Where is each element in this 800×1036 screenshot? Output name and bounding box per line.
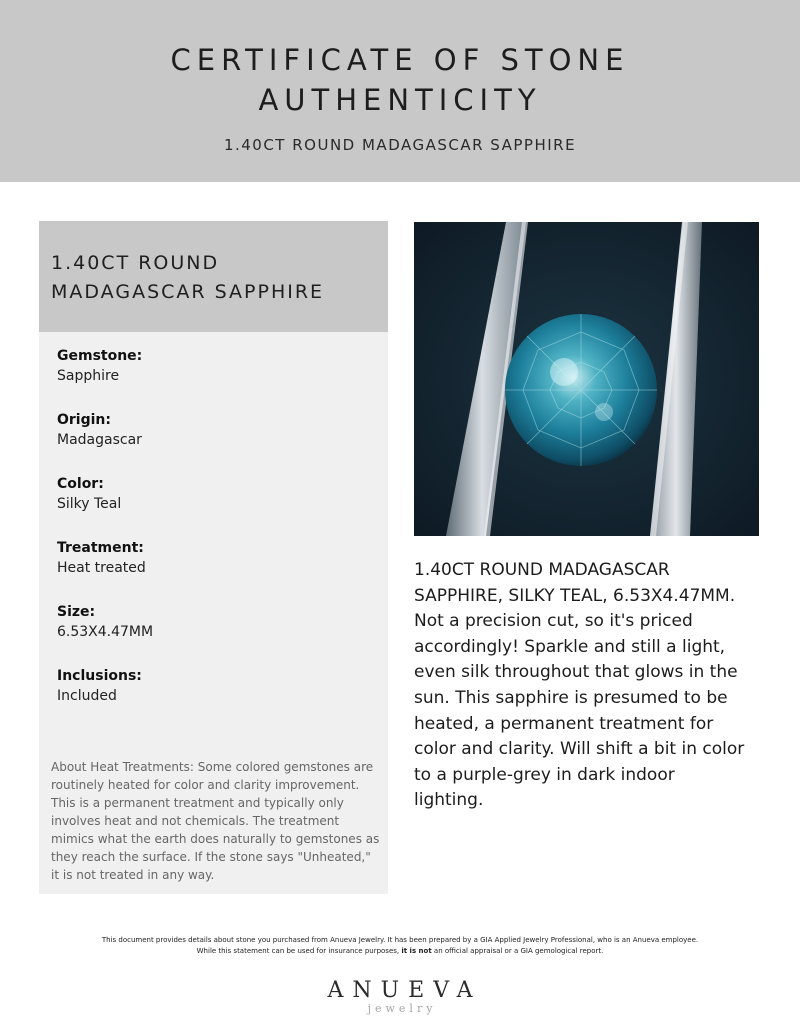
stone-details-panel xyxy=(39,221,388,894)
certificate-header xyxy=(0,0,800,182)
certificate-subtitle: 1.40CT ROUND MADAGASCAR SAPPHIRE xyxy=(223,136,577,154)
anueva-logo xyxy=(0,978,800,1015)
title-line-1: CERTIFICATE OF STONE xyxy=(170,43,630,77)
disclaimer-line-1: This document provides details about stone you purchased from Anueva Jewelry. It has been prepared by a GIA Applied Jewelry Professional, who is an Anueva employee. xyxy=(101,936,699,944)
spec-value: 6.53X4.47MM xyxy=(57,624,154,640)
spec-label: Origin: xyxy=(57,412,111,428)
spec-label: Size: xyxy=(57,604,96,620)
spec-treatment xyxy=(57,539,377,579)
panel-header xyxy=(39,221,388,332)
spec-value: Sapphire xyxy=(57,368,120,384)
panel-title xyxy=(51,249,381,307)
disclaimer-text: an official appraisal or a GIA gemological report. xyxy=(431,947,604,955)
stone-description: 1.40CT ROUND MADAGASCAR SAPPHIRE, SILKY TEAL, 6.53X4.47MM. Not a precision cut, so it's priced accordingly! Sparkle and still a light, even silk throughout that glows in the sun. This sapphire is presumed to be heated, a permanent treatment for color and clarity. Will shift a bit in color to a purple-grey in dark indoor lighting. xyxy=(414,560,745,811)
sapphire-illustration xyxy=(414,222,759,536)
logo-tagline: jewelry xyxy=(367,1002,437,1015)
panel-title-line-2: MADAGASCAR SAPPHIRE xyxy=(51,281,325,303)
disclaimer-text: While this statement can be used for insurance purposes, xyxy=(196,947,402,955)
spec-label: Color: xyxy=(57,476,104,492)
title-line-2: AUTHENTICITY xyxy=(258,83,542,117)
sapphire-photo xyxy=(414,222,759,536)
spec-value: Silky Teal xyxy=(57,496,122,512)
disclaimer-line-2 xyxy=(40,946,760,957)
spec-label: Gemstone: xyxy=(57,348,143,364)
spec-value: Included xyxy=(57,688,117,704)
spec-origin xyxy=(57,411,377,451)
logo-wordmark: ANUEVA xyxy=(327,978,482,1003)
spec-color xyxy=(57,475,377,515)
panel-title-line-1: 1.40CT ROUND xyxy=(51,252,220,274)
spec-label: Inclusions: xyxy=(57,668,142,684)
spec-list xyxy=(57,347,377,731)
spec-value: Heat treated xyxy=(57,560,146,576)
spec-label: Treatment: xyxy=(57,540,144,556)
disclaimer-emphasis: it is not xyxy=(401,947,432,955)
disclaimer xyxy=(40,935,760,957)
spec-gemstone xyxy=(57,347,377,387)
certificate-title xyxy=(0,40,800,120)
spec-size xyxy=(57,603,377,643)
heat-treatment-note: About Heat Treatments: Some colored gemstones are routinely heated for color and clarity improvement. This is a permanent treatment and typically only involves heat and not chemicals. The treatment mimics what the earth does naturally to gemstones as they reach the surface. If the stone says "Unheated," it is not treated in any way. xyxy=(51,760,380,882)
spec-inclusions xyxy=(57,667,377,707)
spec-value: Madagascar xyxy=(57,432,142,448)
